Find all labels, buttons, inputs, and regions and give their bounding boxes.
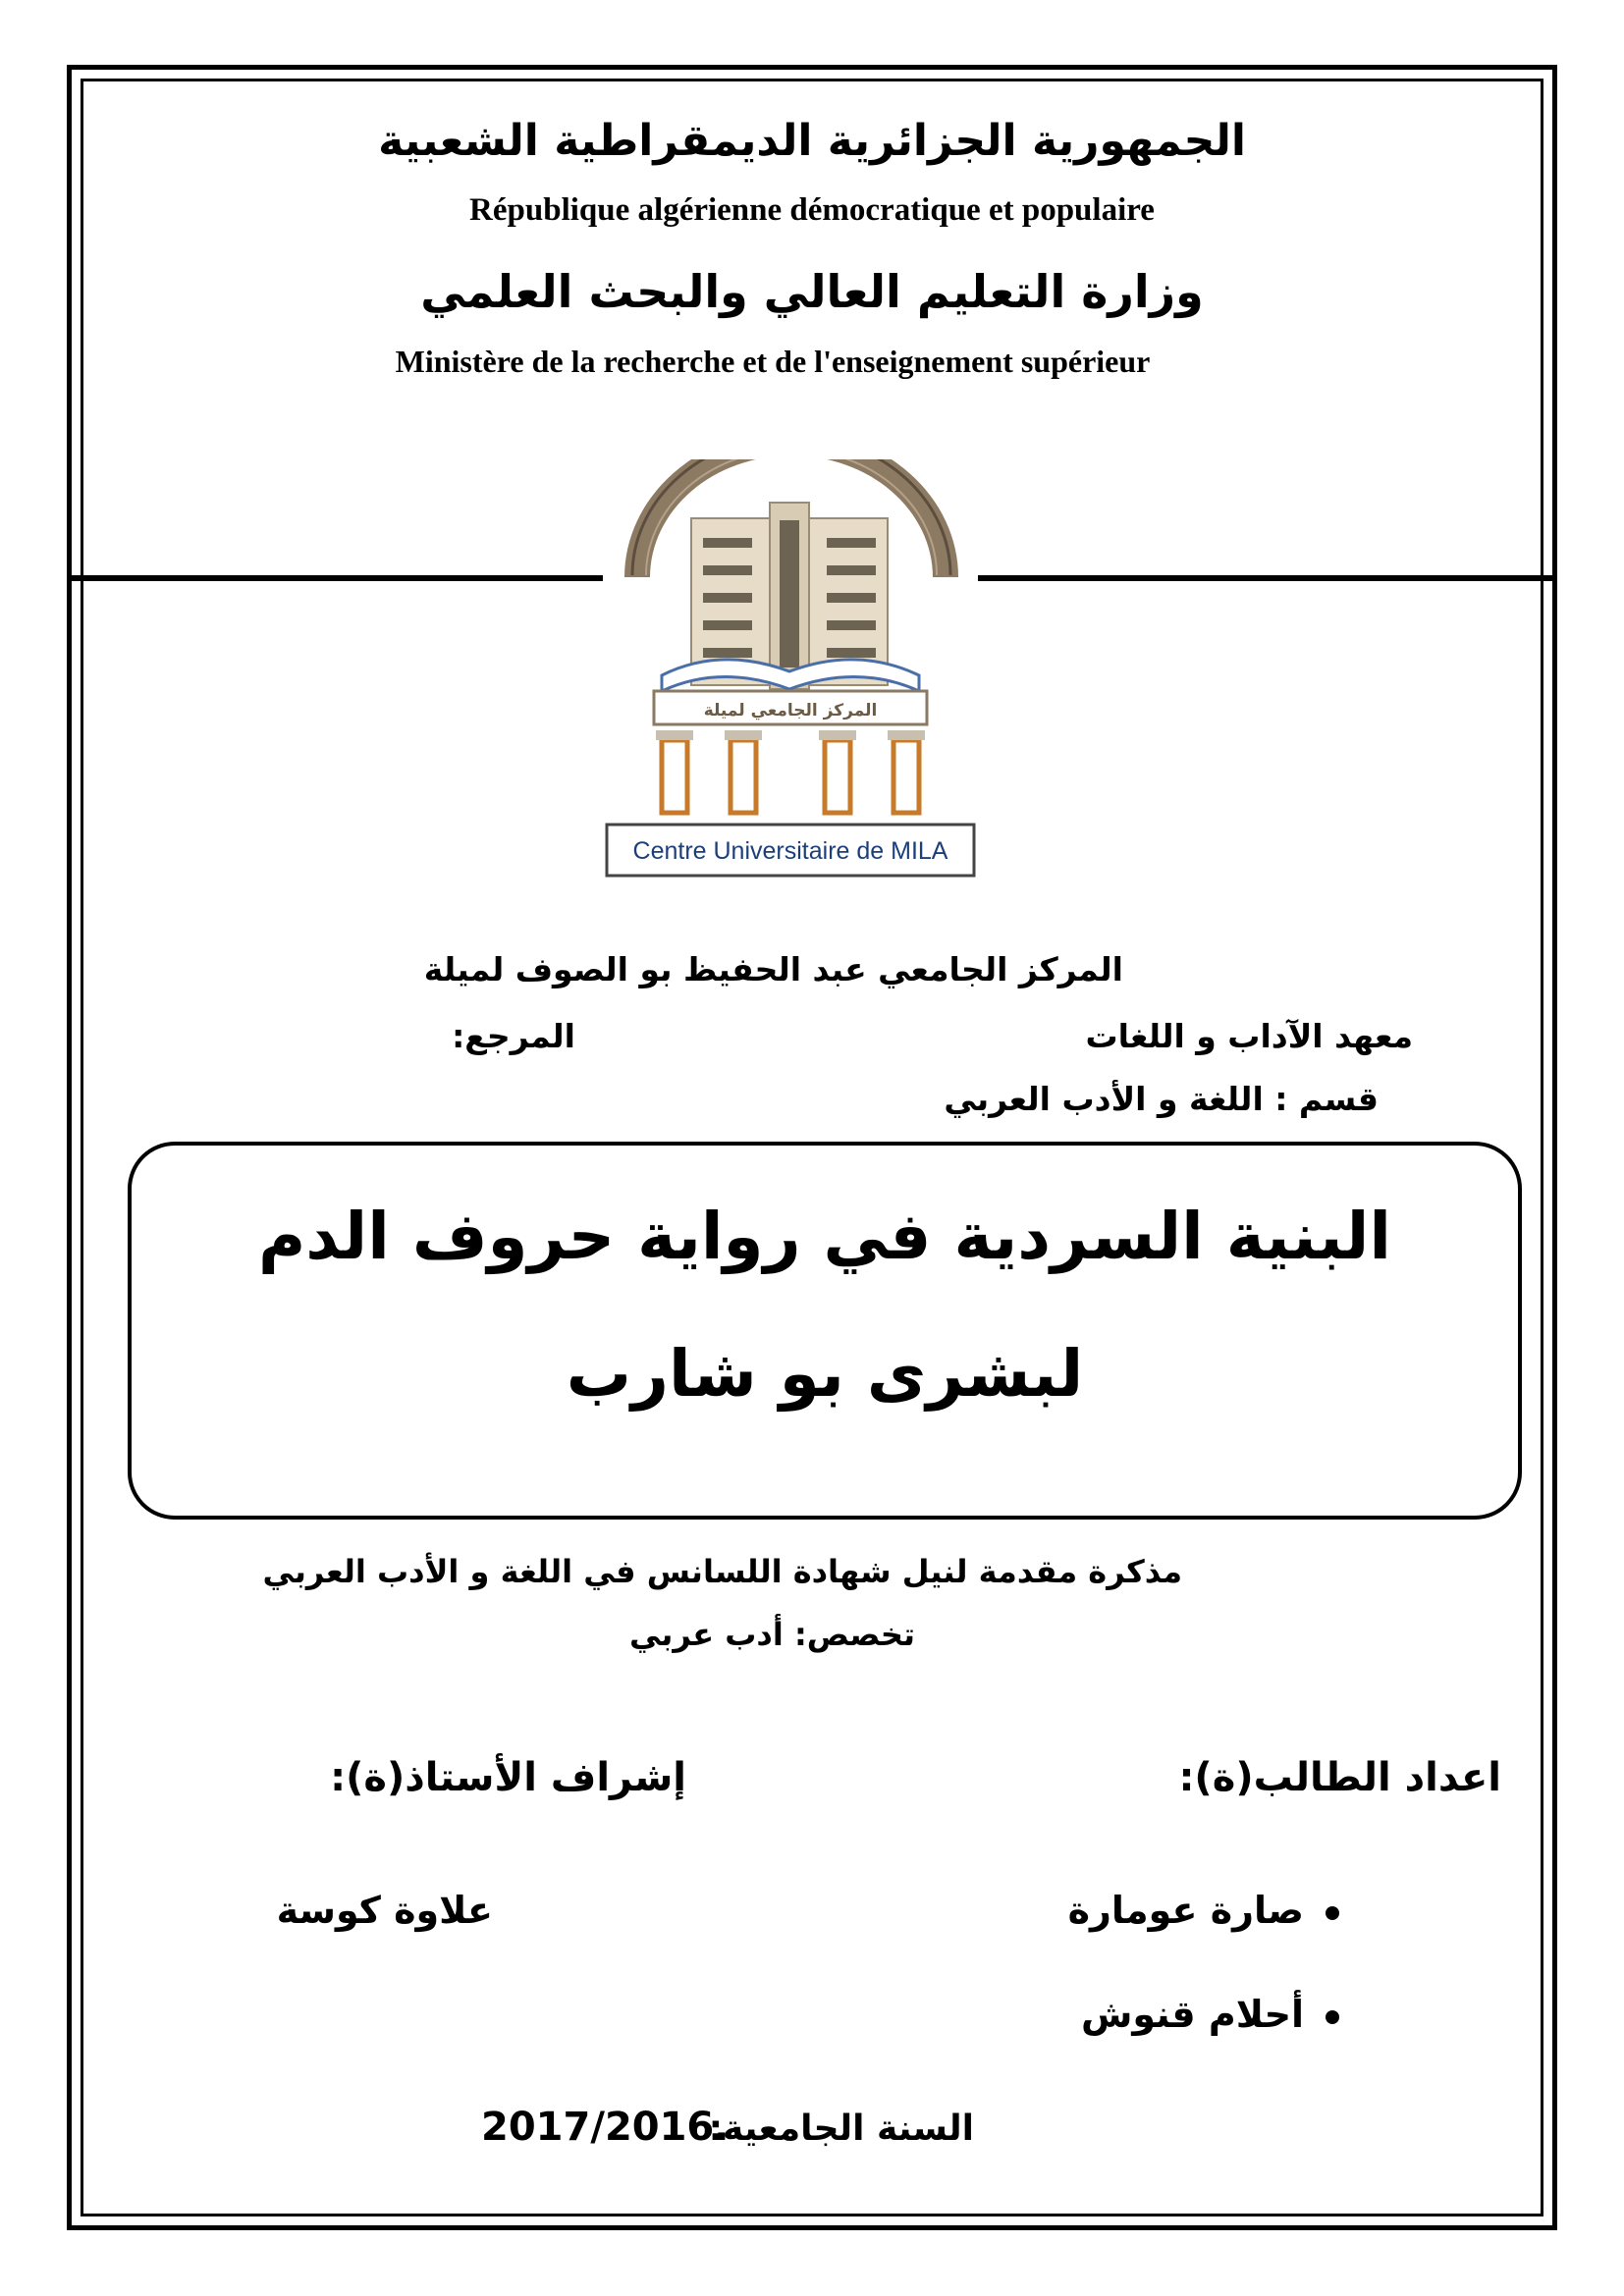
university-logo bbox=[603, 459, 978, 881]
reference-label: المرجع: bbox=[452, 1017, 575, 1055]
header-divider-right bbox=[978, 575, 1555, 581]
student-item bbox=[1081, 1993, 1339, 2036]
thesis-title-box bbox=[128, 1142, 1522, 1520]
student-name-2: أحلام قنوش bbox=[1081, 1993, 1304, 2036]
institute-name: معهد الآداب و اللغات bbox=[1085, 1017, 1413, 1055]
thesis-specialty: تخصص: أدب عربي bbox=[628, 1616, 915, 1653]
republic-french: République algérienne démocratique et populaire bbox=[469, 192, 1155, 228]
student-item bbox=[1068, 1889, 1339, 1932]
logo-caption: Centre Universitaire de MILA bbox=[632, 837, 948, 865]
student-name-1: صارة عومارة bbox=[1067, 1889, 1304, 1932]
supervisor-name: علاوة كوسة bbox=[276, 1889, 493, 1932]
header-divider-left bbox=[69, 575, 603, 581]
bullet-icon bbox=[1326, 2010, 1339, 2024]
academic-year-label: السنة الجامعية: bbox=[708, 2109, 974, 2149]
thesis-purpose: مذكرة مقدمة لنيل شهادة اللسانس في اللغة و الأدب العربي bbox=[262, 1553, 1182, 1590]
ministry-french: Ministère de la recherche et de l'enseignement supérieur bbox=[395, 344, 1151, 379]
thesis-title-line1: البنية السردية في رواية حروف الدم bbox=[257, 1199, 1392, 1274]
department-name: قسم : اللغة و الأدب العربي bbox=[944, 1080, 1379, 1118]
ministry-arabic: وزارة التعليم العالي والبحث العلمي bbox=[420, 265, 1204, 318]
republic-arabic: الجمهورية الجزائرية الديمقراطية الشعبية bbox=[378, 116, 1246, 166]
university-center-name: المركز الجامعي عبد الحفيظ بو الصوف لميلة bbox=[423, 950, 1123, 988]
students-label: اعداد الطالب(ة): bbox=[1178, 1755, 1501, 1800]
academic-year-value: 2017/2016. bbox=[481, 2105, 730, 2150]
thesis-title-line2: لبشرى بو شارب bbox=[566, 1336, 1084, 1412]
bullet-icon bbox=[1326, 1906, 1339, 1920]
supervisor-label: إشراف الأستاذ(ة): bbox=[330, 1755, 686, 1800]
logo-banner-text: المركز الجامعي لميلة bbox=[703, 701, 878, 721]
